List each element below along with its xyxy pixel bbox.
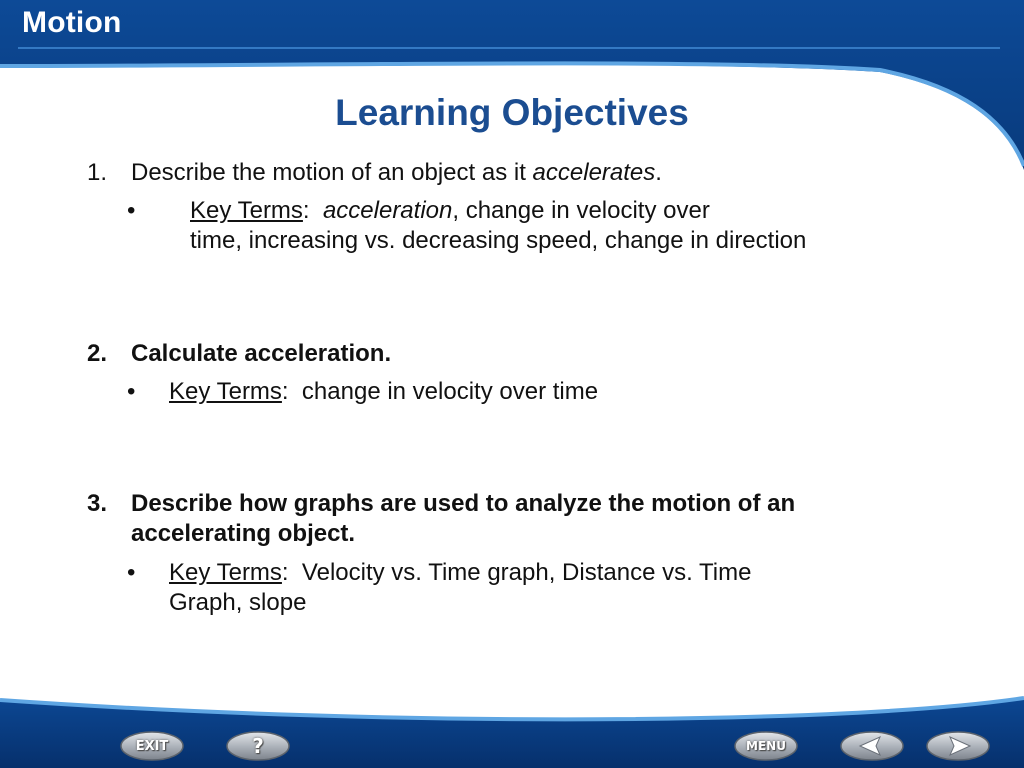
key-terms-line1: : Velocity vs. Time graph, Distance vs. Time [281,559,752,586]
key-terms-label: Key Terms [169,559,282,586]
objective-number: 1. [87,159,108,186]
objective-text-line2: accelerating object. [131,520,356,547]
objective-text: Calculate acceleration. [131,340,392,367]
exit-button-label: EXIT [135,738,169,754]
key-term-italic: acceleration [322,197,453,224]
key-terms-line1: , change in velocity over [452,197,710,224]
key-terms-line2: time, increasing vs. decreasing speed, change in direction [190,227,807,254]
objective-text-start: Describe the motion of an object as it [131,159,533,186]
help-button[interactable] [226,731,290,761]
next-button[interactable] [926,731,990,761]
objective-text-end: . [655,159,662,186]
slide-title: Learning Objectives [335,92,689,133]
bullet-dot: • [127,559,136,586]
exit-button[interactable] [120,731,184,761]
key-terms-colon: : [302,197,323,224]
bullet-dot: • [127,378,136,405]
menu-button-label: MENU [746,739,786,753]
objective-text-line1: Describe how graphs are used to analyze the motion of an [131,490,796,517]
arrow-right-icon [926,731,990,761]
objective-text [131,489,951,549]
header-band [0,0,1024,170]
key-terms-label: Key Terms [169,378,282,405]
key-terms-text [169,377,929,407]
key-terms-line2: Graph, slope [169,589,307,616]
previous-button[interactable] [840,731,904,761]
key-terms-text [190,196,950,256]
objective-text [131,158,951,188]
key-terms-text [169,558,929,618]
arrow-left-icon [840,731,904,761]
help-icon: ? [252,734,264,758]
key-terms-label: Key Terms [190,197,303,224]
header-title: Motion [22,6,122,39]
objective-number: 2. [87,340,108,367]
bullet-dot: • [127,197,136,224]
menu-button[interactable] [734,731,798,761]
objective-text-italic: accelerates [532,159,656,186]
key-terms-rest: : change in velocity over time [281,378,599,405]
objective-number: 3. [87,490,108,517]
